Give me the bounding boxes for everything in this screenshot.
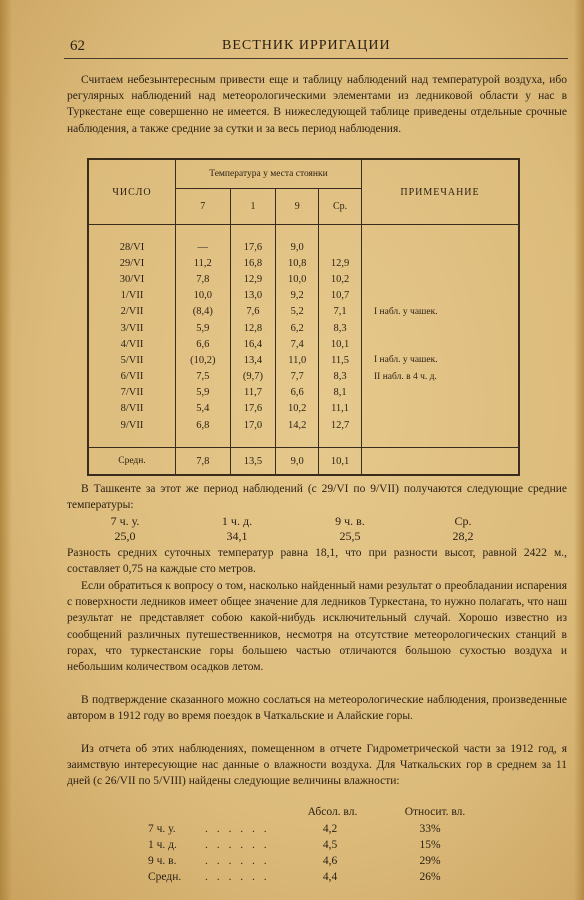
humidity-dots: . . . . . . — [205, 871, 270, 883]
humidity-col-rel: Относит. вл. — [404, 806, 466, 818]
page-number: 62 — [70, 38, 85, 54]
cell-t7: 10,0 — [176, 288, 231, 304]
humidity-label: Средн. — [148, 871, 182, 883]
cell-t1: 12,8 — [230, 320, 276, 336]
tashkent-value-1: 34,1 — [226, 529, 248, 543]
cell-avg: 10,1 — [319, 336, 362, 352]
col-note-header: ПРИМЕЧАНИЕ — [362, 159, 520, 225]
page-edge-right — [574, 0, 584, 900]
cell-t1: 16,8 — [230, 255, 276, 271]
humidity-row — [0, 871, 584, 887]
cell-t9: 10,0 — [276, 271, 319, 287]
table-row — [88, 288, 519, 304]
humidity-col-abs: Абсол. вл. — [307, 806, 358, 818]
cell-note — [362, 288, 520, 304]
cell-date: 4/VII — [88, 336, 176, 352]
cell-note — [362, 336, 520, 352]
header-rule — [64, 58, 568, 59]
tashkent-label-avg: Ср. — [454, 514, 472, 528]
cell-avg: 8,3 — [319, 320, 362, 336]
cell-date: 29/VI — [88, 255, 176, 271]
humidity-rel: 29% — [419, 855, 441, 867]
cell-note — [362, 320, 520, 336]
cell-t7: — — [176, 239, 231, 255]
average-t7: 7,8 — [176, 448, 231, 476]
cell-t9: 11,0 — [276, 352, 319, 368]
cell-date: 1/VII — [88, 288, 176, 304]
col-date-header: ЧИСЛО — [88, 159, 176, 225]
cell-note — [362, 239, 520, 255]
table-row — [88, 401, 519, 417]
cell-date: 9/VII — [88, 417, 176, 433]
running-head: ВЕСТНИК ИРРИГАЦИИ — [222, 38, 391, 53]
humidity-abs: 4,4 — [322, 871, 338, 883]
cell-t9: 9,0 — [276, 239, 319, 255]
cell-note — [362, 255, 520, 271]
table-row — [88, 271, 519, 287]
average-t1: 13,5 — [230, 448, 276, 476]
tashkent-label-7: 7 ч. у. — [110, 514, 140, 528]
cell-t7: 7,5 — [176, 369, 231, 385]
cell-t7: 5,9 — [176, 385, 231, 401]
col-7-header: 7 — [176, 189, 231, 225]
cell-t9: 10,2 — [276, 401, 319, 417]
cell-date: 2/VII — [88, 304, 176, 320]
col-9-header: 9 — [276, 189, 319, 225]
tashkent-label-9: 9 ч. в. — [335, 514, 365, 528]
cell-t1: 17,6 — [230, 401, 276, 417]
cell-avg: 10,7 — [319, 288, 362, 304]
cell-t7: 7,8 — [176, 271, 231, 287]
tashkent-label-1: 1 ч. д. — [221, 514, 253, 528]
table-row — [88, 239, 519, 255]
humidity-rel: 15% — [419, 839, 441, 851]
cell-note: I набл. у чашек. — [362, 352, 520, 368]
temperature-table — [87, 158, 520, 476]
cell-avg: 11,5 — [319, 352, 362, 368]
cell-t9: 5,2 — [276, 304, 319, 320]
cell-note — [362, 417, 520, 433]
confirmation-paragraph: В подтверждение сказанного можно сослаться на метеорологические наблюдения, произведенные автором в 1912 году во время поездок в Чаткальские и Алайские горы. — [67, 694, 567, 723]
cell-t7: (8,4) — [176, 304, 231, 320]
humidity-row — [0, 839, 584, 855]
table-row — [88, 417, 519, 433]
humidity-header — [0, 806, 584, 822]
table-row — [88, 352, 519, 368]
humidity-abs: 4,5 — [322, 839, 338, 851]
tashkent-value-7: 25,0 — [114, 529, 136, 543]
cell-t7: 5,4 — [176, 401, 231, 417]
table-row — [88, 304, 519, 320]
tashkent-intro: В Ташкенте за этот же период наблюдений (с 29/VI по 9/VII) получаются следующие средние температуры: — [67, 483, 567, 512]
cell-t9: 9,2 — [276, 288, 319, 304]
humidity-row — [0, 823, 584, 839]
cell-t9: 7,4 — [276, 336, 319, 352]
cell-avg: 7,1 — [319, 304, 362, 320]
cell-date: 30/VI — [88, 271, 176, 287]
cell-avg: 8,1 — [319, 385, 362, 401]
humidity-dots: . . . . . . — [205, 823, 270, 835]
col-group-header: Температура у места стоянки — [176, 159, 362, 189]
cell-avg: 8,3 — [319, 369, 362, 385]
cell-avg — [319, 239, 362, 255]
cell-date: 3/VII — [88, 320, 176, 336]
cell-t1: 11,7 — [230, 385, 276, 401]
table-row — [88, 336, 519, 352]
average-avg: 10,1 — [319, 448, 362, 476]
cell-date: 8/VII — [88, 401, 176, 417]
cell-t9: 6,6 — [276, 385, 319, 401]
table-row — [88, 369, 519, 385]
cell-t7: 6,8 — [176, 417, 231, 433]
average-t9: 9,0 — [276, 448, 319, 476]
humidity-dots: . . . . . . — [205, 839, 270, 851]
cell-t7: 5,9 — [176, 320, 231, 336]
cell-t1: 13,0 — [230, 288, 276, 304]
cell-avg: 12,7 — [319, 417, 362, 433]
cell-t1: (9,7) — [230, 369, 276, 385]
tashkent-value-9: 25,5 — [339, 529, 361, 543]
cell-t7: 11,2 — [176, 255, 231, 271]
humidity-label: 9 ч. в. — [148, 855, 177, 867]
cell-t1: 13,4 — [230, 352, 276, 368]
col-avg-header: Ср. — [319, 189, 362, 225]
cell-note: I набл. у чашек. — [362, 304, 520, 320]
intro-paragraph: Считаем небезынтересным привести еще и таблицу наблюдений над температурой воздуха, ибо регулярных наблюдений над метеорологическими элементами из ледниковой области у нас в Туркестане еще совершенно не имеется. В нижеследующей таблице приведены отдельные срочные наблюдения, а также средние за сутки и за весь период наблюдения. — [67, 74, 567, 135]
tashkent-value-avg: 28,2 — [452, 529, 474, 543]
cell-t9: 6,2 — [276, 320, 319, 336]
humidity-abs: 4,2 — [322, 823, 338, 835]
glaciers-paragraph: Если обратиться к вопросу о том, насколько найденный нами результат о преобладании испарения с поверхности ледников имеет общее значение для ледников Туркестана, то нужно полагать, что наш результат не представляет собою какой-нибудь исключительный случай. Хорошо известно из сообщений различных путешественников, несмотря на отсутствие метеорологических станций в горах, что туркестанские горы большею частью отличаются большою сухостью воздуха и небольшим количеством осадков летом. — [67, 580, 567, 674]
cell-t1: 17,6 — [230, 239, 276, 255]
cell-t1: 16,4 — [230, 336, 276, 352]
humidity-row — [0, 855, 584, 871]
table-row — [88, 255, 519, 271]
cell-t9: 7,7 — [276, 369, 319, 385]
cell-date: 28/VI — [88, 239, 176, 255]
humidity-rel: 26% — [419, 871, 441, 883]
humidity-label: 1 ч. д. — [148, 839, 177, 851]
cell-note: II набл. в 4 ч. д. — [362, 369, 520, 385]
cell-note — [362, 401, 520, 417]
cell-t1: 17,0 — [230, 417, 276, 433]
cell-avg: 12,9 — [319, 255, 362, 271]
average-label: Средн. — [88, 448, 176, 476]
cell-t9: 14,2 — [276, 417, 319, 433]
cell-note — [362, 271, 520, 287]
difference-paragraph: Разность средних суточных температур равна 18,1, что при разности высот, равной 2422 м., составляет 0,75 на каждые сто метров. — [67, 547, 567, 576]
table-row — [88, 385, 519, 401]
page-edge-left — [0, 0, 12, 900]
cell-note — [362, 385, 520, 401]
cell-avg: 10,2 — [319, 271, 362, 287]
cell-date: 5/VII — [88, 352, 176, 368]
cell-date: 6/VII — [88, 369, 176, 385]
table-row — [88, 320, 519, 336]
humidity-label: 7 ч. у. — [148, 823, 176, 835]
cell-avg: 11,1 — [319, 401, 362, 417]
humidity-abs: 4,6 — [322, 855, 338, 867]
report-paragraph: Из отчета об этих наблюдениях, помещенном в отчете Гидрометрической части за 1912 год, я заимствую интересующие нас данные о влажности воздуха. Для Чаткальских гор в среднем за 11 дней (с 26/VII по 5/VIII) найдены следующие величины влажности: — [67, 743, 567, 788]
cell-t1: 12,9 — [230, 271, 276, 287]
humidity-rel: 33% — [419, 823, 441, 835]
cell-t9: 10,8 — [276, 255, 319, 271]
humidity-dots: . . . . . . — [205, 855, 270, 867]
col-1-header: 1 — [230, 189, 276, 225]
cell-date: 7/VII — [88, 385, 176, 401]
cell-t7: (10,2) — [176, 352, 231, 368]
cell-t7: 6,6 — [176, 336, 231, 352]
table-average-row — [88, 448, 519, 476]
cell-t1: 7,6 — [230, 304, 276, 320]
